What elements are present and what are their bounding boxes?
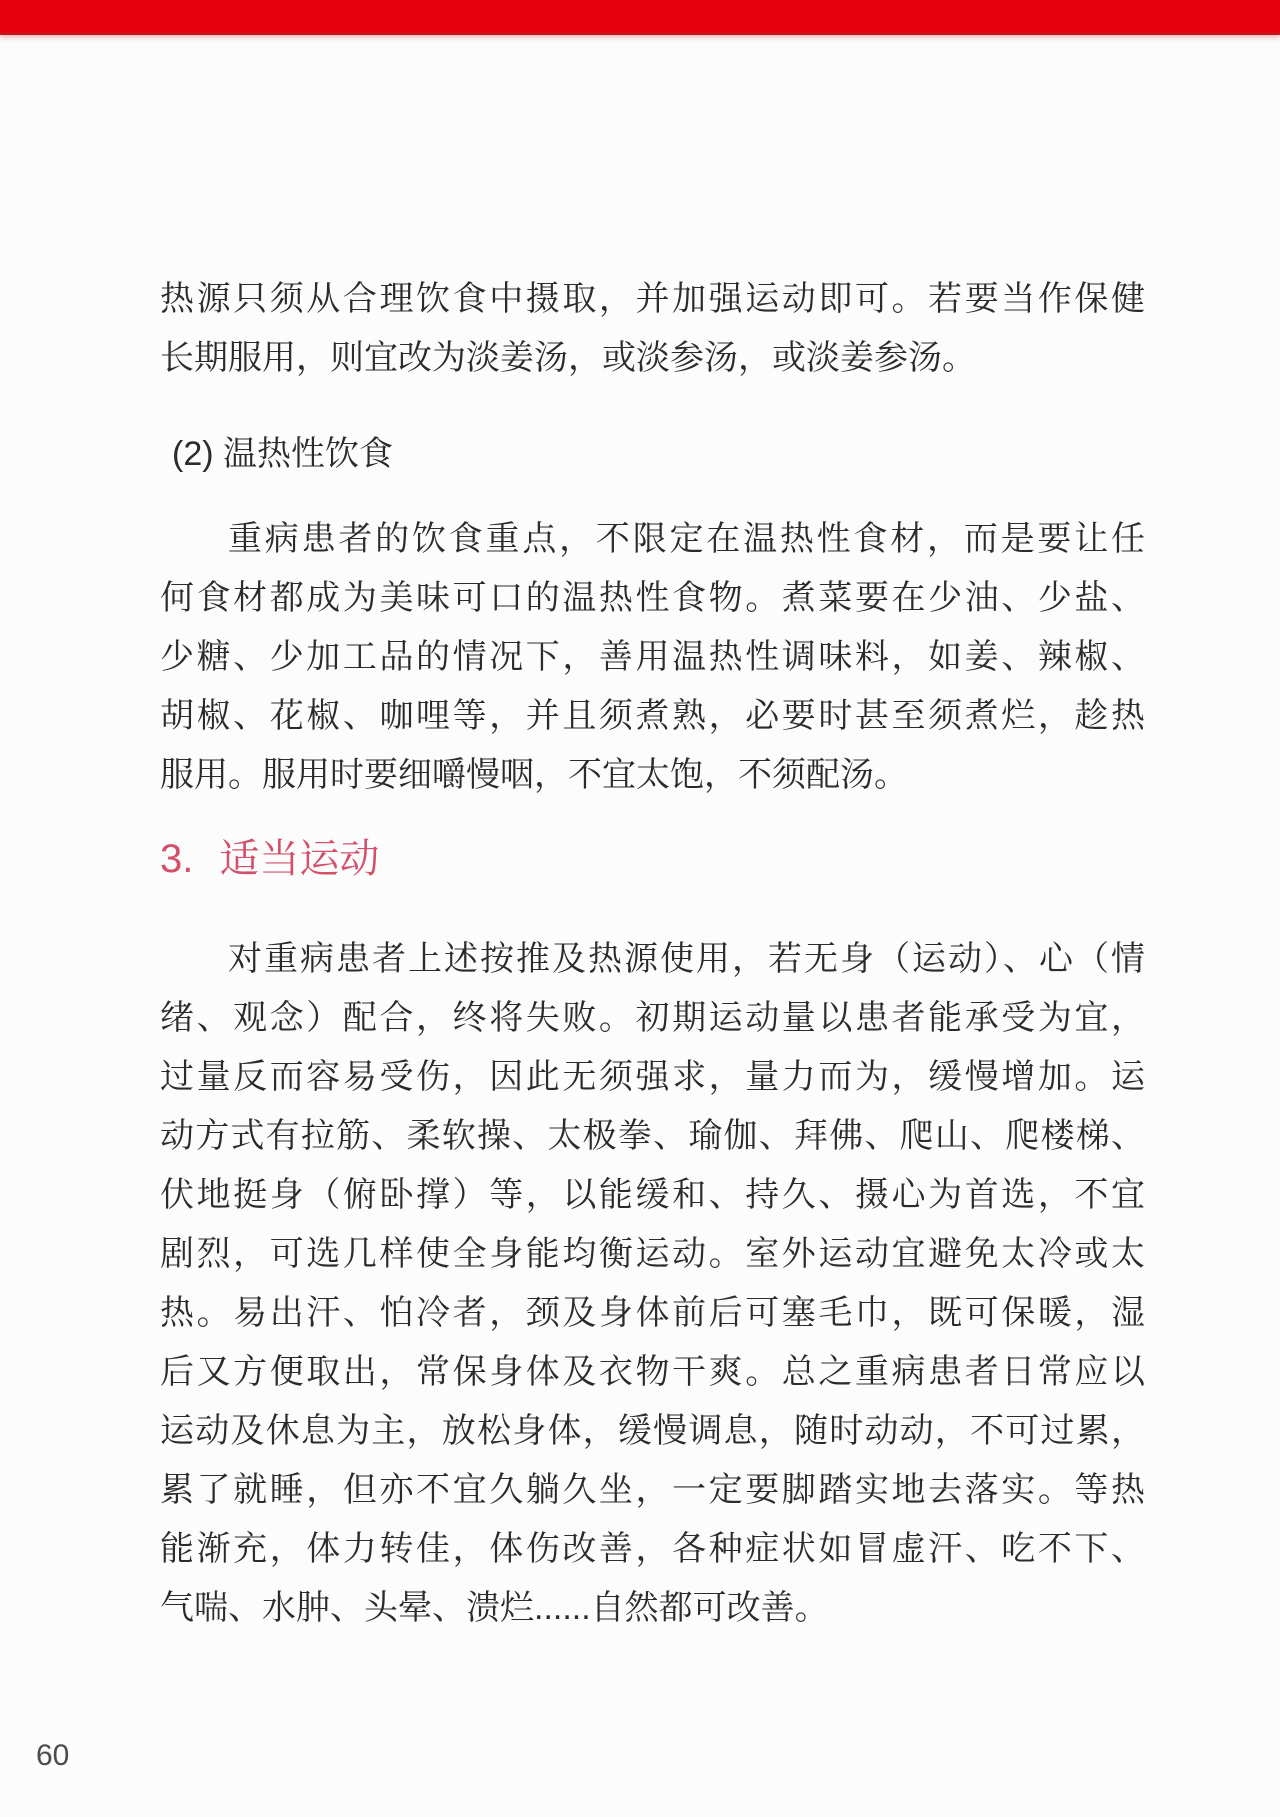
paragraph — [160, 930, 1145, 1638]
paragraph-continued — [160, 270, 1145, 388]
text-line: 能渐充，体力转佳，体伤改善，各种症状如冒虚汗、吃不下、 — [160, 1530, 1145, 1568]
text-line: 过量反而容易受伤，因此无须强求，量力而为，缓慢增加。运 — [160, 1058, 1145, 1096]
text-line: 胡椒、花椒、咖哩等，并且须煮熟，必要时甚至须煮烂，趁热 — [160, 697, 1145, 735]
section-title: 适当运动 — [219, 837, 380, 881]
text-line: 气喘、水肿、头晕、溃烂......自然都可改善。 — [160, 1589, 829, 1627]
text-line: 热。易出汗、怕冷者，颈及身体前后可塞毛巾，既可保暖，湿 — [160, 1294, 1145, 1332]
page-number: 60 — [36, 1739, 70, 1772]
page-header-bar — [0, 0, 1280, 35]
text-line: 服用。服用时要细嚼慢咽，不宜太饱，不须配汤。 — [160, 756, 908, 794]
text-line: 累了就睡，但亦不宜久躺久坐，一定要脚踏实地去落实。等热 — [160, 1471, 1145, 1509]
text-line: 绪、观念）配合，终将失败。初期运动量以患者能承受为宜， — [160, 999, 1145, 1037]
text-line: 后又方便取出，常保身体及衣物干爽。总之重病患者日常应以 — [160, 1353, 1145, 1391]
subsection-heading: (2) 温热性饮食 — [172, 435, 393, 473]
section-heading — [160, 835, 1145, 883]
text-line: 何食材都成为美味可口的温热性食物。煮菜要在少油、少盐、 — [160, 579, 1145, 617]
paragraph — [160, 510, 1145, 805]
text-line: 热源只须从合理饮食中摄取，并加强运动即可。若要当作保健 — [160, 280, 1145, 318]
text-line: 动方式有拉筋、柔软操、太极拳、瑜伽、拜佛、爬山、爬楼梯、 — [160, 1117, 1145, 1155]
section-number: 3. — [160, 837, 194, 881]
text-line: 重病患者的饮食重点，不限定在温热性食材，而是要让任 — [228, 520, 1145, 558]
text-line: 剧烈，可选几样使全身能均衡运动。室外运动宜避免太冷或太 — [160, 1235, 1145, 1273]
text-line: 长期服用，则宜改为淡姜汤，或淡参汤，或淡姜参汤。 — [160, 339, 976, 377]
text-line: 伏地挺身（俯卧撑）等，以能缓和、持久、摄心为首选，不宜 — [160, 1176, 1145, 1214]
text-line: 对重病患者上述按推及热源使用，若无身（运动）、心（情 — [228, 940, 1145, 978]
text-line: 少糖、少加工品的情况下，善用温热性调味料，如姜、辣椒、 — [160, 638, 1145, 676]
text-line: 运动及休息为主，放松身体，缓慢调息，随时动动，不可过累， — [160, 1412, 1145, 1450]
page-content — [160, 35, 1145, 1638]
